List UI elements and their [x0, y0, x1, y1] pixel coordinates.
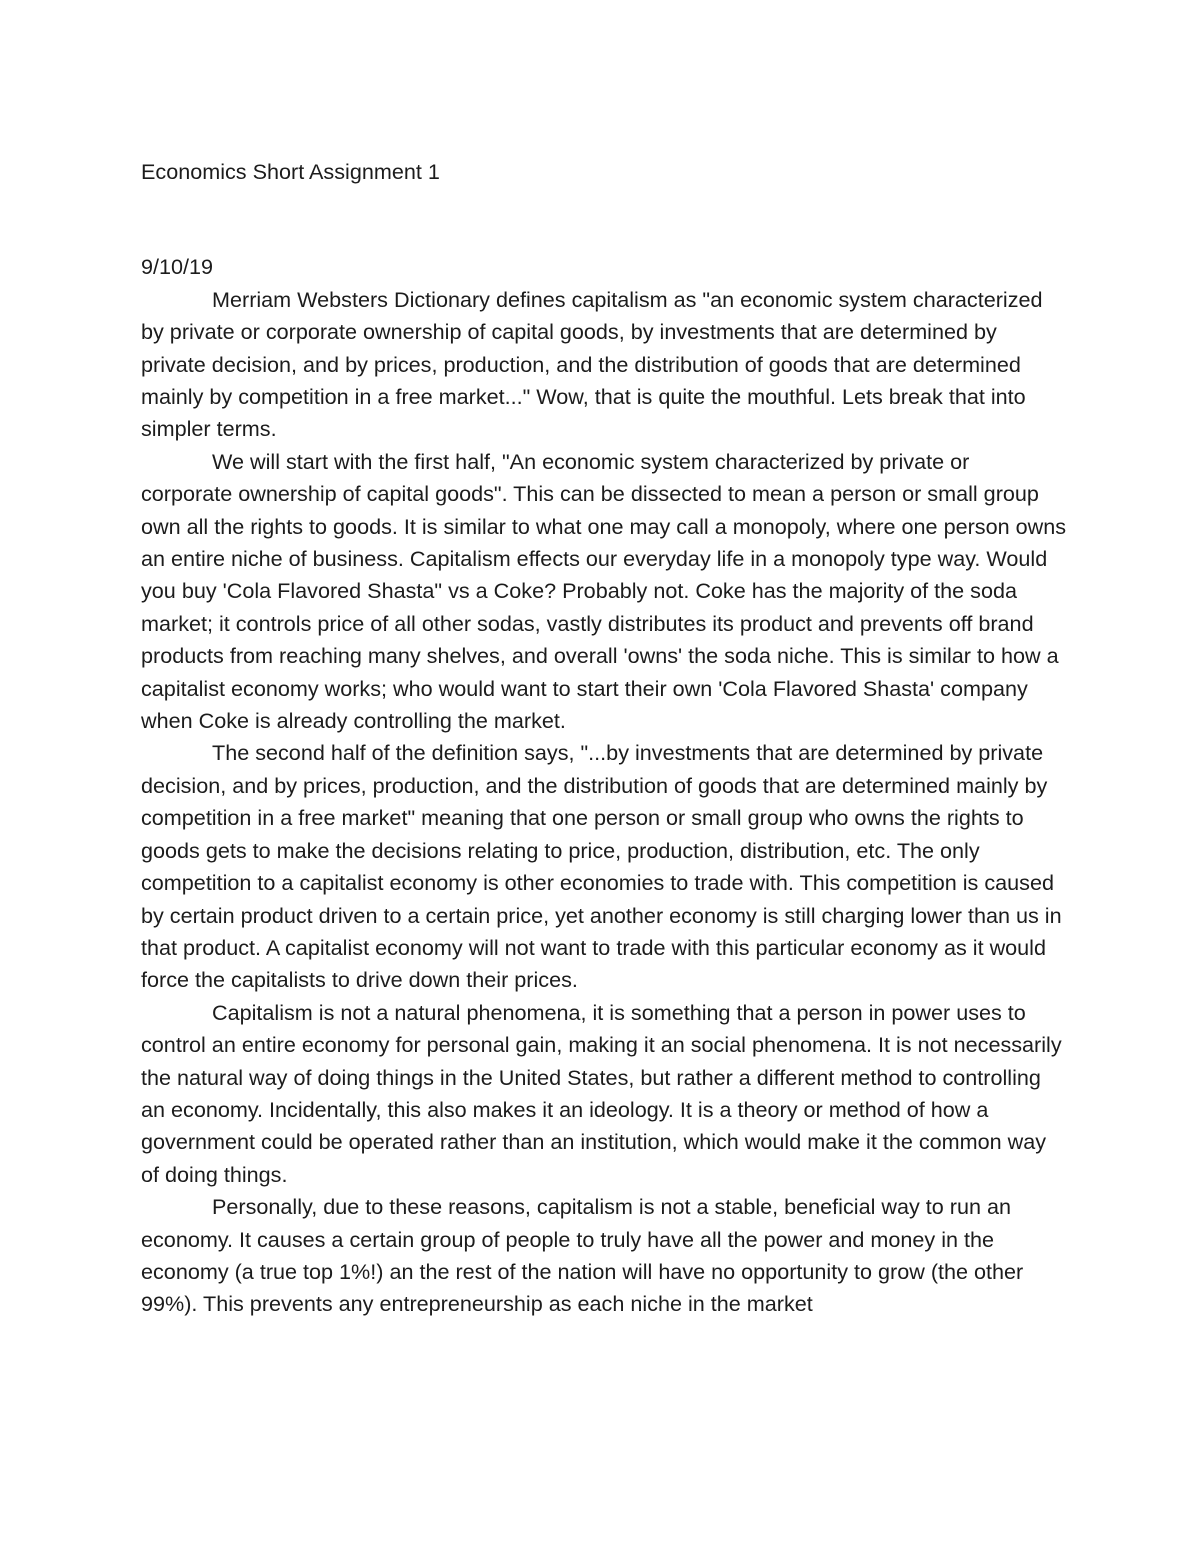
- document-title: Economics Short Assignment 1: [141, 159, 440, 184]
- document-date: 9/10/19: [141, 254, 214, 280]
- paragraph-first-half: We will start with the first half, "An economic system characterized by private or corporate ownership of capital goods". This can be dissected to mean a person or small group own all the rights to goods. It is similar to what one may call a monopoly, where one person owns an entire niche of business. Capitalism effects our everyday life in a monopoly type way. Would you buy 'Cola Flavored Shasta" vs a Coke? Probably not. Coke has the majority of the soda market; it controls price of all other sodas, vastly distributes its product and prevents off brand products from reaching many shelves, and overall 'owns' the soda niche. This is similar to how a capitalist economy works; who would want to start their own 'Cola Flavored Shasta' company when Coke is already controlling the market.: [141, 448, 1066, 734]
- paragraph-personal-opinion: Personally, due to these reasons, capitalism is not a stable, beneficial way to run an economy. It causes a certain group of people to truly have all the power and money in the economy (a true top 1%!) an the rest of the nation will have no opportunity to grow (the other 99%). This prevents any entrepreneurship as each niche in the market: [141, 1194, 1024, 1317]
- paragraph-social-phenomena: Capitalism is not a natural phenomena, it is something that a person in power uses to control an entire economy for personal gain, making it an social phenomena. It is not necessarily the natural way of doing things in the United States, but rather a different method to controlling an economy. Incidentally, this also makes it an ideology. It is a theory or method of how a government could be operated rather than an institution, which would make it the common way of doing things.: [141, 999, 1062, 1187]
- paragraph-second-half: The second half of the definition says, "...by investments that are determined by private decision, and by prices, production, and the distribution of goods that are determined mainly by competition in a free market" meaning that one person or small group who owns the rights to goods gets to make the decisions relating to price, production, distribution, etc. The only competition to a capitalist economy is other economies to trade with. This competition is caused by certain product driven to a certain price, yet another economy is still charging lower than us in that product. A capitalist economy will not want to trade with this particular economy as it would force the capitalists to drive down their prices.: [141, 740, 1062, 993]
- paragraph-definition: Merriam Websters Dictionary defines capitalism as "an economic system characterized by private or corporate ownership of capital goods, by investments that are determined by private decision, and by prices, production, and the distribution of goods that are determined mainly by competition in a free market..." Wow, that is quite the mouthful. Lets break that into simpler terms.: [141, 286, 1043, 442]
- document-body: [141, 156, 1066, 1321]
